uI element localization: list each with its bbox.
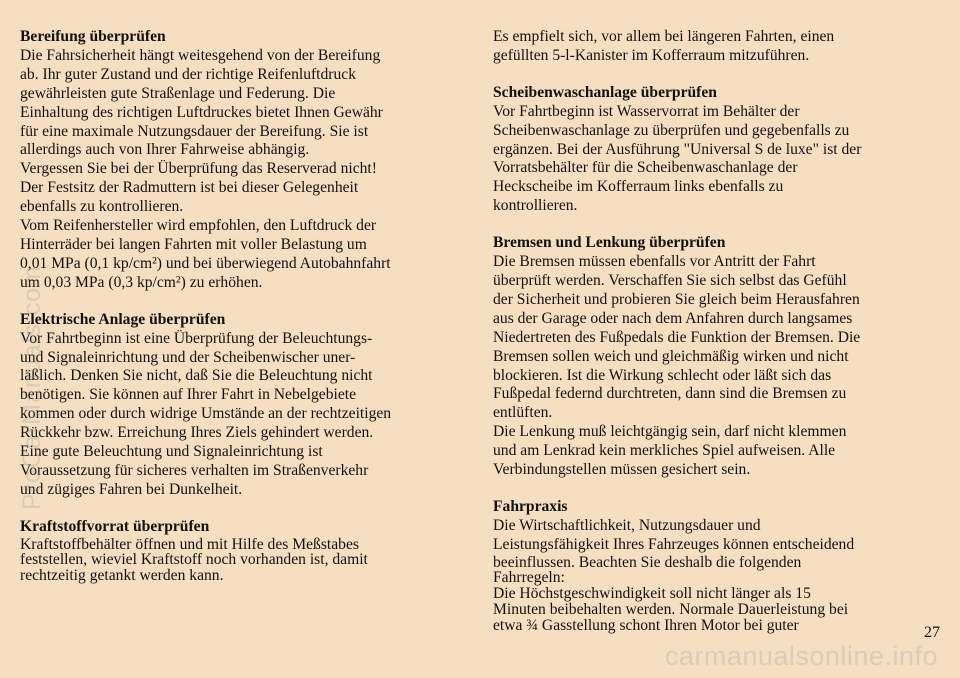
text-line: Verbindungstellen müssen gesichert sein. (493, 461, 751, 479)
section-heading: Scheibenwaschanlage überprüfen (493, 83, 717, 101)
section-washer (493, 84, 945, 216)
text-line: allerdings auch von Ihrer Fahrweise abhängig. (20, 141, 310, 159)
section-heading: Elektrische Anlage überprüfen (20, 310, 226, 328)
section-brakes-steering (493, 234, 945, 480)
section-canister (493, 28, 945, 66)
text-line: ebenfalls zu kontrollieren. (20, 198, 184, 216)
text-line: Bremsen sollen weich und gleichmäßig wirken und nicht (493, 347, 849, 365)
text-line: läßlich. Denken Sie nicht, daß Sie die Beleuchtung nicht (20, 367, 373, 385)
text-line: der Sicherheit und probieren Sie gleich beim Herausfahren (493, 290, 860, 308)
text-line: für eine maximale Nutzungsdauer der Bereifung. Sie ist (20, 122, 369, 140)
text-line: blockieren. Ist die Wirkung schlecht oder läßt sich das (493, 366, 832, 384)
text-line: Niedertreten des Fußpedals die Funktion der Bremsen. Die (493, 328, 861, 346)
watermark-vertical: ProCarManuals.com (18, 265, 46, 510)
text-line: Heckscheibe im Kofferraum links ebenfalls zu (493, 178, 784, 196)
text-line: etwa ¾ Gasstellung schont Ihren Motor bei guter (493, 616, 799, 634)
text-line: Vor Fahrtbeginn ist Wasservorrat im Behälter der (493, 102, 800, 120)
text-line: Die Bremsen müssen ebenfalls vor Antritt der Fahrt (493, 253, 816, 271)
text-line: und am Lenkrad kein merkliches Spiel aufweisen. Alle (493, 442, 836, 460)
text-line: gefüllten 5-l-Kanister im Kofferraum mitzuführen. (493, 46, 810, 64)
text-line: 0,01 MPa (0,1 kp/cm²) und bei überwiegend Autobahnfahrt (20, 254, 391, 272)
section-fuel (20, 518, 472, 584)
text-line: Scheibenwaschanlage zu überprüfen und gegebenfalls zu (493, 121, 850, 139)
text-line: Leistungsfähigkeit Ihres Fahrzeuges können entscheidend (493, 535, 855, 553)
text-line: Der Festsitz der Radmuttern ist bei dieser Gelegenheit (20, 179, 359, 197)
text-line: Hinterräder bei langen Fahrten mit voller Belastung um (20, 235, 367, 253)
text-line: kontrollieren. (493, 197, 578, 215)
text-line: Vom Reifenhersteller wird empfohlen, den Luftdruck der (20, 217, 377, 235)
section-heading: Kraftstoffvorrat überprüfen (20, 517, 210, 535)
text-line: aus der Garage oder nach dem Anfahren durch langsames (493, 309, 853, 327)
text-line: Kraftstoffbehälter öffnen und mit Hilfe des Meßstabes (20, 535, 359, 553)
text-line: ab. Ihr guter Zustand und der richtige Reifenluftdruck (20, 65, 357, 83)
text-line: Die Fahrsicherheit hängt weitesgehend von der Bereifung (20, 46, 381, 64)
section-electrical (20, 311, 472, 500)
watermark-bottom: carmanualsonline.info (664, 641, 938, 671)
text-line: um 0,03 MPa (0,3 kp/cm²) zu erhöhen. (20, 273, 263, 291)
section-driving-practice (493, 498, 945, 634)
text-line: und zügiges Fahren bei Dunkelheit. (20, 480, 243, 498)
text-line: Vorratsbehälter für die Scheibenwaschanlage der (493, 159, 798, 177)
text-line: Rückkehr bzw. Erreichung Ihres Ziels gehindert werden. (20, 424, 374, 442)
text-line: Die Wirtschaftlichkeit, Nutzungsdauer und (493, 516, 761, 534)
text-line: Minuten beibehalten werden. Normale Dauerleistung bei (493, 601, 849, 619)
text-line: Eine gute Beleuchtung und Signaleinrichtung ist (20, 443, 323, 461)
text-line: beeinflussen. Beachten Sie deshalb die folgenden (493, 553, 802, 571)
text-line: entlüften. (493, 404, 553, 422)
text-line: rechtzeitig getankt werden kann. (20, 567, 224, 585)
text-line: Vergessen Sie bei der Überprüfung das Reserverad nicht! (20, 160, 377, 178)
text-line: ergänzen. Bei der Ausführung "Universal S de luxe" ist der (493, 140, 862, 158)
text-line: Die Höchstgeschwindigkeit soll nicht länger als 15 (493, 585, 811, 603)
page-number: 27 (924, 624, 940, 641)
text-line: Die Lenkung muß leichtgängig sein, darf nicht klemmen (493, 423, 847, 441)
text-line: Es empfielt sich, vor allem bei längeren Fahrten, einen (493, 28, 835, 45)
section-heading: Fahrpraxis (493, 497, 568, 515)
section-heading: Bereifung überprüfen (20, 28, 166, 45)
text-line: Voraussetzung für sicheres verhalten im Straßenverkehr (20, 461, 369, 479)
section-tires (20, 28, 472, 293)
text-line: überprüft werden. Verschaffen Sie sich selbst das Gefühl (493, 271, 847, 289)
section-heading: Bremsen und Lenkung überprüfen (493, 234, 726, 252)
right-column (493, 28, 945, 652)
text-line: Fußpedal federnd durchtreten, dann sind die Bremsen zu (493, 385, 847, 403)
text-line: Vor Fahrtbeginn ist eine Überprüfung der Beleuchtungs- (20, 329, 373, 347)
text-line: und Signaleinrichtung und der Scheibenwischer uner- (20, 348, 356, 366)
text-line: gewährleisten gute Straßenlage und Federung. Die (20, 84, 336, 102)
text-line: Einhaltung des richtigen Luftdruckes bietet Ihnen Gewähr (20, 103, 383, 121)
text-line: benötigen. Sie können auf Ihrer Fahrt in Nebelgebiete (20, 386, 357, 404)
text-line: kommen oder durch widrige Umstände an der rechtzeitigen (20, 405, 392, 423)
left-column (20, 28, 472, 602)
text-line: feststellen, wieviel Kraftstoff noch vorhanden ist, damit (20, 551, 368, 569)
text-line: Fahrregeln: (493, 569, 565, 587)
